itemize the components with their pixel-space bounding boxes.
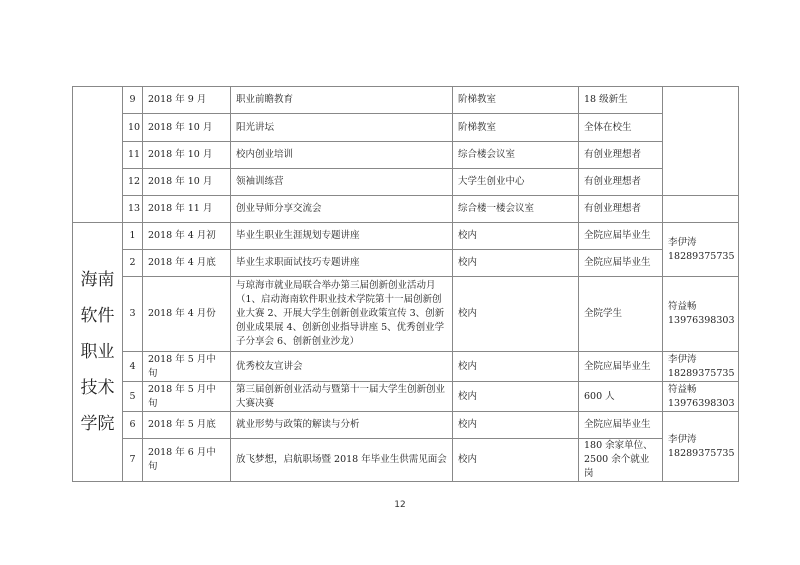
row-content: 放飞梦想，启航职场暨 2018 年毕业生供需见面会: [231, 439, 453, 482]
school-cell-prev: [73, 87, 123, 223]
row-content: 毕业生求职面试技巧专题讲座: [231, 250, 453, 277]
school-name-line: 技术: [80, 378, 115, 398]
table-row: [73, 382, 739, 412]
row-date: 2018 年 9 月: [143, 87, 231, 114]
table-row: [73, 114, 739, 142]
contact-phone: 18289375735: [668, 367, 735, 379]
row-number: 11: [123, 142, 143, 169]
row-date: 2018 年 5 月中旬: [143, 352, 231, 382]
table-row: [73, 412, 739, 439]
row-location: 校内: [453, 250, 579, 277]
row-date: 2018 年 4 月底: [143, 250, 231, 277]
contact-phone: 13976398303: [668, 315, 735, 326]
row-audience: 全院应届毕业生: [579, 352, 663, 382]
row-date: 2018 年 10 月: [143, 114, 231, 142]
row-audience: 600 人: [579, 382, 663, 412]
school-name-cell: [73, 223, 123, 482]
row-location: 校内: [453, 223, 579, 250]
row-location: 校内: [453, 439, 579, 482]
row-date: 2018 年 4 月份: [143, 277, 231, 352]
school-name-line: 职业: [80, 342, 115, 362]
row-content: 校内创业培训: [231, 142, 453, 169]
row-audience: 有创业理想者: [579, 196, 663, 223]
table-row: [73, 439, 739, 482]
row-audience: 有创业理想者: [579, 142, 663, 169]
row-date: 2018 年 5 月底: [143, 412, 231, 439]
row-number: 4: [123, 352, 143, 382]
row-content: 领袖训练营: [231, 169, 453, 196]
contact-phone: 18289375735: [668, 447, 735, 459]
contact-cell: [663, 223, 739, 277]
row-date: 2018 年 6 月中旬: [143, 439, 231, 482]
contact-cell: [663, 412, 739, 482]
table-row: [73, 142, 739, 169]
row-location: 校内: [453, 412, 579, 439]
row-number: 2: [123, 250, 143, 277]
row-number: 13: [123, 196, 143, 223]
row-number: 3: [123, 277, 143, 352]
row-audience: 全院应届毕业生: [579, 412, 663, 439]
row-audience: 全体在校生: [579, 114, 663, 142]
row-number: 7: [123, 439, 143, 482]
school-name-line: 学院: [80, 414, 115, 434]
table-row: [73, 352, 739, 382]
contact-name: 符益畅: [668, 383, 697, 395]
row-audience: 18 级新生: [579, 87, 663, 114]
table-row: [73, 223, 739, 250]
row-audience: 有创业理想者: [579, 169, 663, 196]
contact-name: 李伊涛: [668, 353, 697, 365]
row-audience: 180 余家单位、2500 余个就业岗: [579, 439, 663, 482]
page-number: 12: [394, 500, 406, 510]
row-date: 2018 年 10 月: [143, 169, 231, 196]
row-location: 阶梯教室: [453, 114, 579, 142]
row-content: 创业导师分享交流会: [231, 196, 453, 223]
table-row: [73, 87, 739, 114]
row-number: 10: [123, 114, 143, 142]
contact-phone: 18289375735: [668, 250, 735, 262]
row-location: 综合楼会议室: [453, 142, 579, 169]
row-audience: 全院应届毕业生: [579, 250, 663, 277]
contact-name: 李伊涛: [668, 433, 697, 445]
contact-cell: [663, 277, 739, 352]
table-row: [73, 250, 739, 277]
school-name-line: 软件: [80, 306, 115, 326]
row-content: 毕业生职业生涯规划专题讲座: [231, 223, 453, 250]
row-content: 职业前瞻教育: [231, 87, 453, 114]
row-date: 2018 年 4 月初: [143, 223, 231, 250]
row-location: 阶梯教室: [453, 87, 579, 114]
row-content: 第三届创新创业活动与暨第十一届大学生创新创业大赛决赛: [231, 382, 453, 412]
row-content: 就业形势与政策的解读与分析: [231, 412, 453, 439]
row-content: 与琼海市就业局联合举办第三届创新创业活动月（1、启动海南软件职业技术学院第十一届创新创业大赛 2、开展大学生创新创业政策宣传 3、创新创业成果展 4、创新创业指导讲座 5、优秀创业学子分享会 6、创新创业沙龙）: [231, 277, 453, 352]
row-audience: 全院应届毕业生: [579, 223, 663, 250]
school-name-line: 海南: [80, 270, 115, 290]
contact-cell-empty: [663, 196, 739, 223]
row-audience: 全院学生: [579, 277, 663, 352]
row-number: 6: [123, 412, 143, 439]
contact-cell: [663, 382, 739, 412]
contact-phone: 13976398303: [668, 397, 735, 409]
row-number: 1: [123, 223, 143, 250]
row-location: 校内: [453, 277, 579, 352]
row-date: 2018 年 10 月: [143, 142, 231, 169]
table-row: [73, 196, 739, 223]
contact-name: 李伊涛: [668, 236, 697, 248]
row-location: 综合楼一楼会议室: [453, 196, 579, 223]
activity-schedule-table: [72, 86, 739, 482]
row-location: 校内: [453, 352, 579, 382]
row-content: 阳光讲坛: [231, 114, 453, 142]
row-number: 9: [123, 87, 143, 114]
contact-cell: [663, 352, 739, 382]
contact-cell-empty: [663, 87, 739, 196]
table-row: [73, 277, 739, 352]
row-date: 2018 年 5 月中旬: [143, 382, 231, 412]
contact-name: 符益畅: [668, 301, 697, 312]
row-content: 优秀校友宣讲会: [231, 352, 453, 382]
row-number: 5: [123, 382, 143, 412]
row-date: 2018 年 11 月: [143, 196, 231, 223]
row-location: 校内: [453, 382, 579, 412]
table-row: [73, 169, 739, 196]
row-number: 12: [123, 169, 143, 196]
row-location: 大学生创业中心: [453, 169, 579, 196]
